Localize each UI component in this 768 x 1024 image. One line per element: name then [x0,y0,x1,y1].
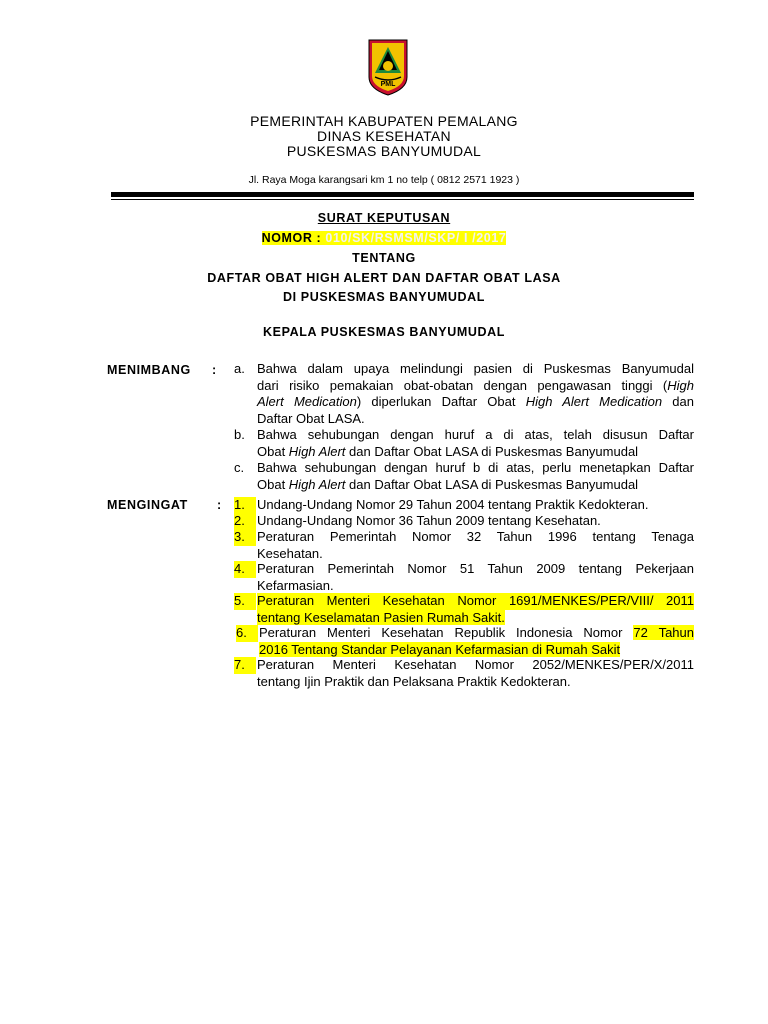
item-line: Kesehatan. [257,545,323,561]
item-marker: 7. [234,657,256,674]
item-line: Peraturan Menteri Kesehatan Nomor 2052/MENKES/PER/X/2011 [257,657,694,672]
item-line: Undang-Undang Nomor 29 Tahun 2004 tentang Praktik Kedokteran. [257,497,649,512]
item-marker: 6. [236,625,258,642]
decree-subject-line-2: DI PUSKESMAS BANYUMUDAL [282,290,485,304]
item-marker: 4. [234,561,256,578]
item-marker: 1. [234,497,256,514]
item-line: dari risiko pemakaian obat-obatan dengan pengawasan tinggi (High [257,377,694,393]
item-line: Peraturan Menteri Kesehatan Nomor 1691/MENKES/PER/VIII/ 2011 [257,593,694,608]
item-line: Daftar Obat LASA. [257,410,365,426]
decree-title: SURAT KEPUTUSAN [317,211,451,225]
mengingat-colon: : [217,498,222,512]
agency-name: DINAS KESEHATAN [317,128,451,144]
item-marker: 5. [234,593,256,610]
item-line: Kefarmasian. [257,577,334,593]
item-line: tentang Keselamatan Pasien Rumah Sakit. [257,609,505,625]
clinic-name: PUSKESMAS BANYUMUDAL [286,143,482,159]
item-line: Peraturan Pemerintah Nomor 51 Tahun 2009 tentang Pekerjaan [257,561,694,576]
item-line: Peraturan Menteri Kesehatan Republik Indonesia Nomor 72 Tahun [259,625,694,640]
item-line: Obat High Alert dan Daftar Obat LASA di Puskesmas Banyumudal [257,476,639,492]
item-marker: c. [234,460,245,475]
item-line: Bahwa dalam upaya melindungi pasien di Puskesmas Banyumudal [257,361,694,376]
item-marker: a. [234,361,245,376]
item-line: Peraturan Pemerintah Nomor 32 Tahun 1996 tentang Tenaga [257,529,694,544]
menimbang-label: MENIMBANG [107,363,191,377]
svg-text:PML: PML [380,81,396,88]
pemalang-regency-coat-of-arms-icon [368,39,408,96]
decree-title-row [0,211,768,226]
item-line: 2016 Tentang Standar Pelayanan Kefarmasian di Rumah Sakit [259,641,621,657]
government-name: PEMERINTAH KABUPATEN PEMALANG [250,113,518,129]
item-line: Bahwa sehubungan dengan huruf a di atas, telah disusun Daftar [257,427,694,442]
decree-about: TENTANG [352,251,416,265]
item-marker: b. [234,427,245,442]
item-line: tentang Ijin Praktik dan Pelaksana Praktik Kedokteran. [257,673,571,689]
decree-number-value: 010/SK/RSMSM/SKP/ I /2017 [325,231,507,245]
menimbang-colon: : [212,363,217,377]
item-marker: 2. [234,513,256,530]
mengingat-label: MENGINGAT [107,498,188,512]
item-line: Undang-Undang Nomor 36 Tahun 2009 tentang Kesehatan. [257,513,601,528]
header-divider-thin [111,199,694,200]
decree-subject-line-1: DAFTAR OBAT HIGH ALERT DAN DAFTAR OBAT LASA [207,271,561,285]
item-line: Alert Medication) diperlukan Daftar Obat High Alert Medication dan [257,394,694,409]
item-line: Bahwa sehubungan dengan huruf b di atas, perlu menetapkan Daftar [257,460,694,475]
decree-number-label: NOMOR : [261,231,322,245]
item-marker: 3. [234,529,256,546]
header-divider-thick [111,192,694,197]
decree-issuer: KEPALA PUSKESMAS BANYUMUDAL [263,325,505,339]
decree-number [262,231,507,245]
clinic-address: Jl. Raya Moga karangsari km 1 no telp ( 0812 2571 1923 ) [248,174,520,186]
decree-number-row [0,231,768,246]
item-line: Obat High Alert dan Daftar Obat LASA di Puskesmas Banyumudal [257,443,639,459]
